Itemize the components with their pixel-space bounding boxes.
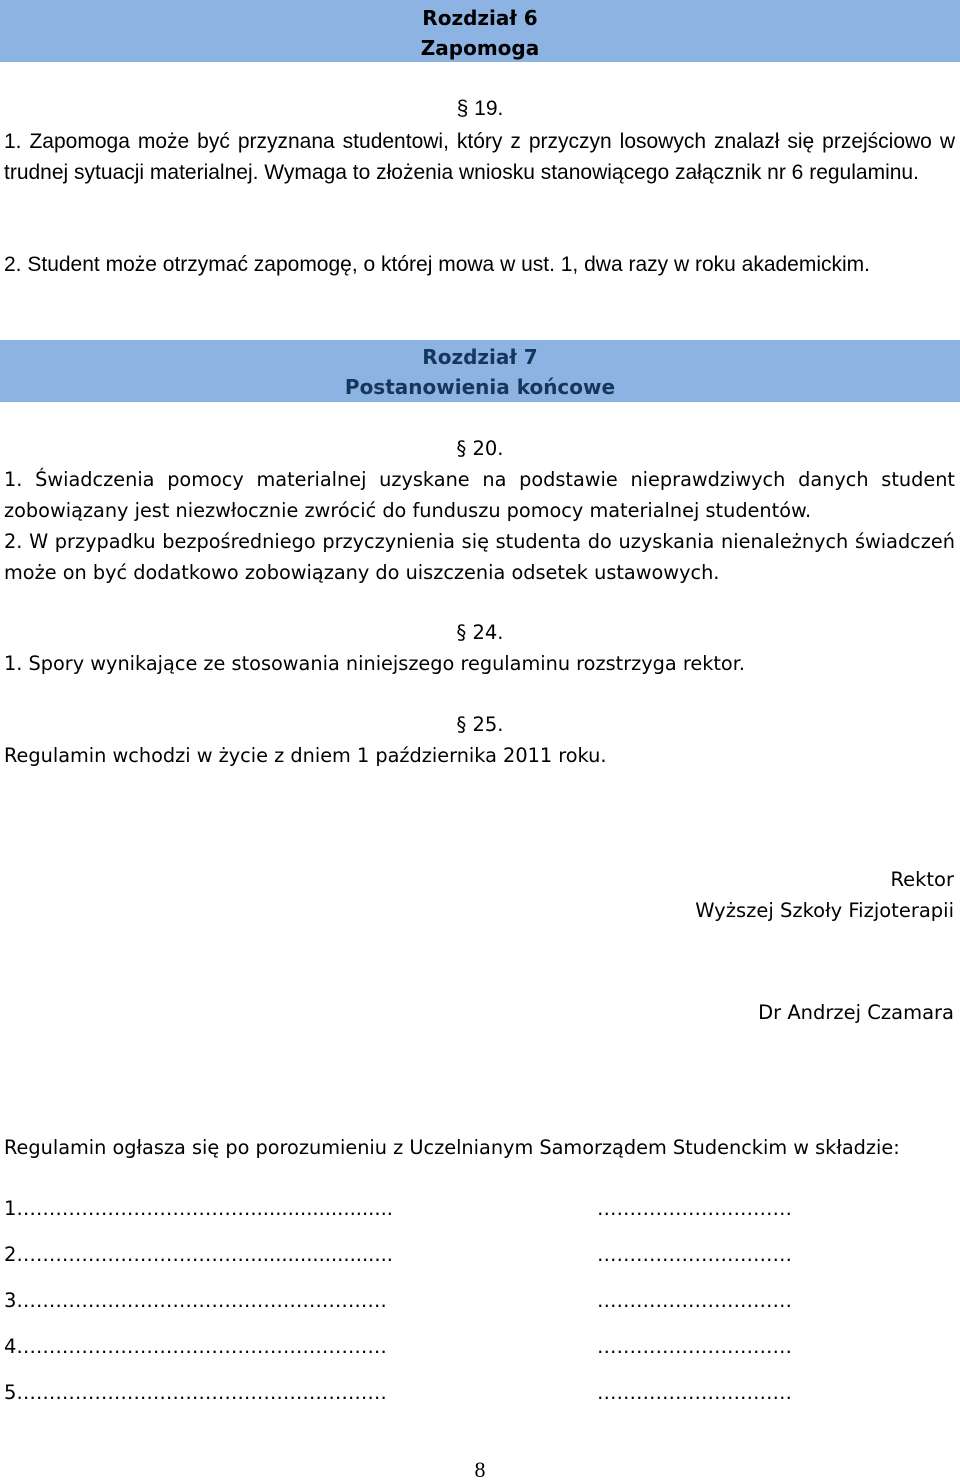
section-20-paragraph-2: 2. W przypadku bezpośredniego przyczynienia się studenta do uzyskania nienależnych świadczeń może on być dodatkowo zobowiązany do uiszczenia odsetek ustawowych. <box>4 530 955 584</box>
signature-line-5-right: ………………………… <box>597 1381 792 1404</box>
section-19-paragraph-2: 2. Student może otrzymać zapomogę, o której mowa w ust. 1, dwa razy w roku akademickim. <box>4 253 871 276</box>
signature-line-1-left: 1………………………………....................... <box>4 1197 393 1220</box>
signature-line-2-right: ………………………… <box>597 1243 792 1266</box>
signature-line-2-left: 2………………………………....................... <box>4 1243 393 1266</box>
signature-line-4-right: ………………………… <box>597 1335 792 1358</box>
signature-role: Rektor <box>890 868 954 891</box>
signature-line-1-right: ………………………… <box>597 1197 792 1220</box>
section-19-heading: § 19. <box>456 97 504 120</box>
section-19-paragraph-1: 1. Zapomoga może być przyznana studentowi, który z przyczyn losowych znalazł się przejściowo w trudnej sytuacji materialnej. Wymaga to złożenia wniosku stanowiącego załącznik nr 6 regulaminu. <box>4 130 955 184</box>
section-25-paragraph-1: Regulamin wchodzi w życie z dniem 1 października 2011 roku. <box>4 744 607 767</box>
signature-line-3-left: 3………………………………………………… <box>4 1289 387 1312</box>
signature-line-5-left: 5………………………………………………… <box>4 1381 387 1404</box>
section-24-paragraph-1: 1. Spory wynikające ze stosowania niniejszego regulaminu rozstrzyga rektor. <box>4 652 746 675</box>
chapter-6-title: Rozdział 6 <box>422 6 538 30</box>
chapter-7-subtitle: Postanowienia końcowe <box>344 375 616 399</box>
chapter-6-subtitle: Zapomoga <box>420 36 540 60</box>
chapter-6-header <box>0 0 960 62</box>
chapter-7-title: Rozdział 7 <box>422 345 538 369</box>
signature-line-4-left: 4………………………………………………… <box>4 1335 387 1358</box>
section-24-heading: § 24. <box>456 621 504 644</box>
page-number: 8 <box>474 1457 486 1482</box>
signature-name: Dr Andrzej Czamara <box>758 1001 954 1024</box>
signature-institution: Wyższej Szkoły Fizjoterapii <box>695 899 954 922</box>
section-20-paragraph-1: 1. Świadczenia pomocy materialnej uzyskane na podstawie nieprawdziwych danych student zobowiązany jest niezwłocznie zwrócić do funduszu pomocy materialnej studentów. <box>4 468 955 522</box>
signature-line-3-right: ………………………… <box>597 1289 792 1312</box>
section-25-heading: § 25. <box>456 713 504 736</box>
agreement-text: Regulamin ogłasza się po porozumieniu z Uczelnianym Samorządem Studenckim w składzie: <box>4 1136 900 1159</box>
section-20-heading: § 20. <box>456 437 504 460</box>
chapter-7-header <box>0 340 960 402</box>
